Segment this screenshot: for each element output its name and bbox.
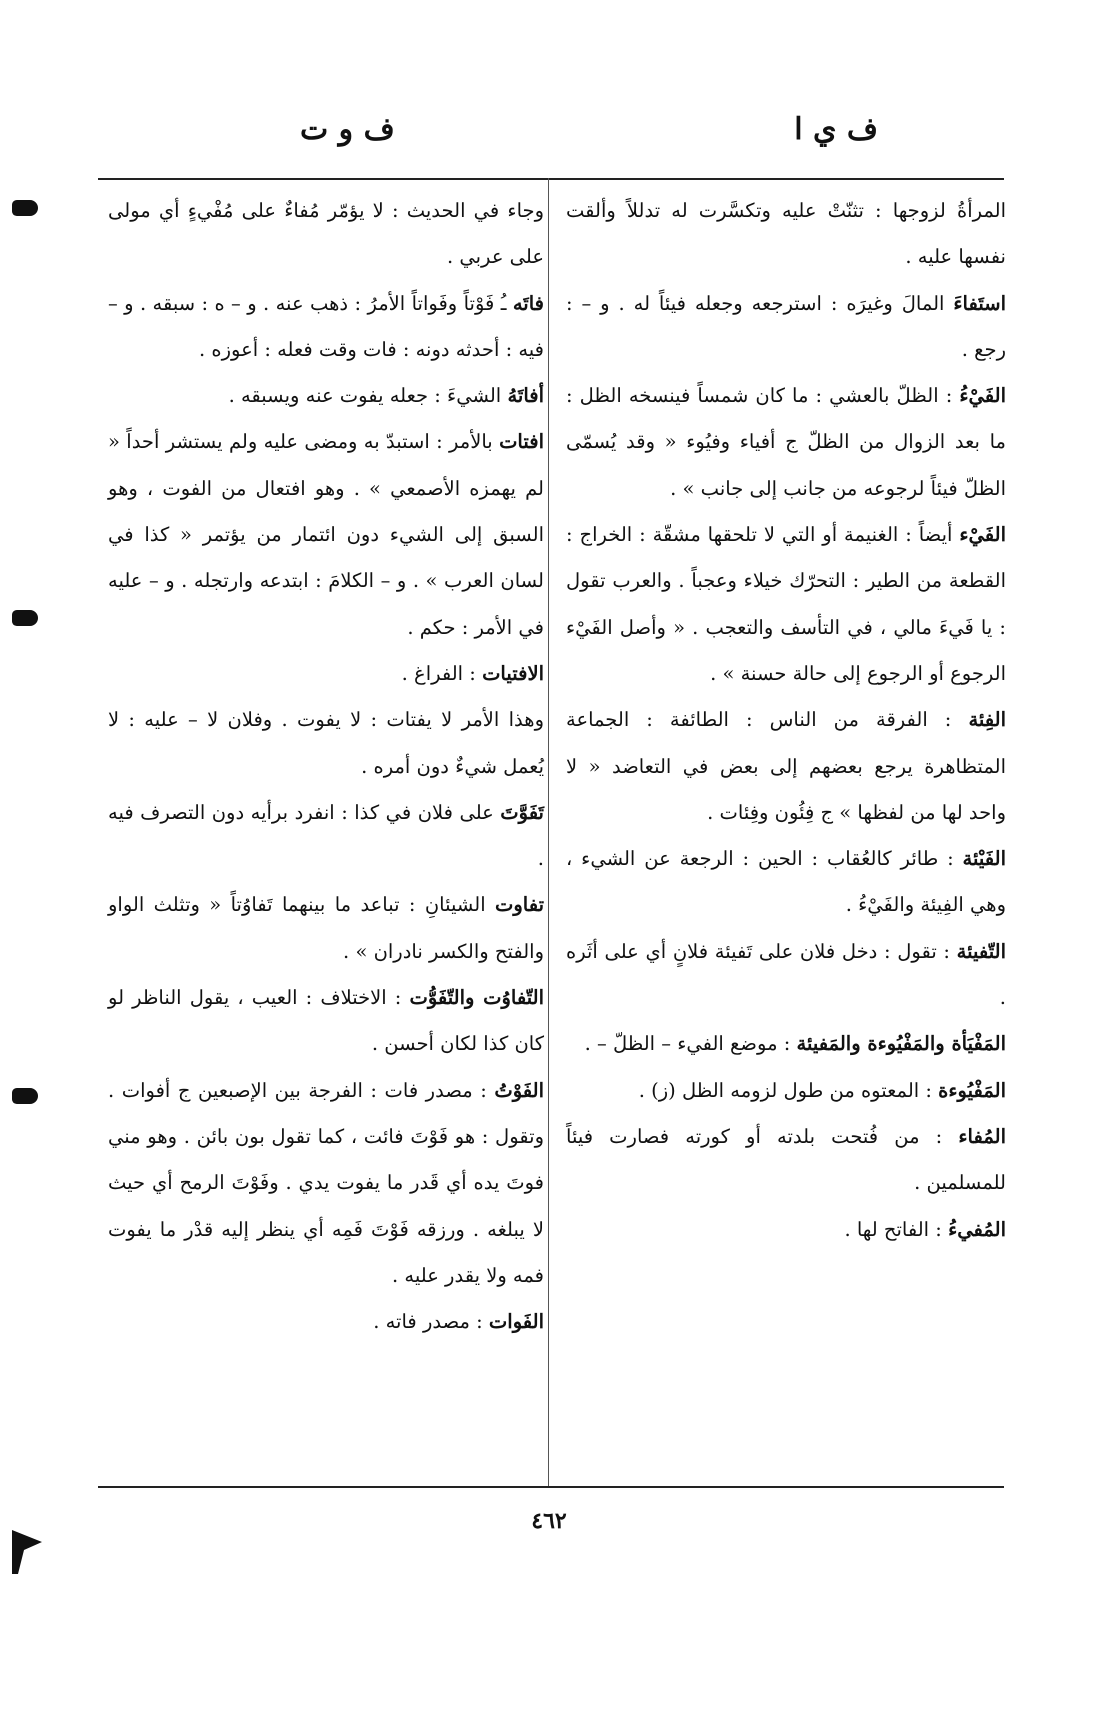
definition: : طائر كالعُقاب : الحين : الرجعة عن الشيء ، وهي الفِيئة والفَيْءُ . xyxy=(566,847,1006,917)
right-column xyxy=(566,188,1006,1253)
column-divider xyxy=(548,178,549,1486)
headword: الفَيْءُ xyxy=(959,384,1006,408)
definition: : تقول : دخل فلان على تَفيئة فلانٍ أي على أثَره . xyxy=(566,939,1006,1010)
entry xyxy=(566,697,1006,836)
definition: وهذا الأمر لا يفتات : لا يفوت . وفلان لا – عليه : لا يُعمل شيءٌ دون أمره . xyxy=(108,708,544,778)
entry xyxy=(566,373,1006,512)
entry xyxy=(108,373,544,419)
definition: : من فُتحت بلدته أو كورته فصارت فيئاً للمسلمين . xyxy=(566,1124,1006,1195)
entry xyxy=(566,929,1006,1022)
definition: : الفاتح لها . xyxy=(844,1217,949,1241)
entry xyxy=(108,281,544,374)
headword: التّفاوُت والتّفَوُّت xyxy=(409,986,544,1010)
margin-mark-icon xyxy=(12,1088,38,1104)
headword: الفَيْئة xyxy=(962,847,1006,871)
entry xyxy=(108,1299,544,1345)
entry xyxy=(566,1207,1006,1253)
definition: : المعتوه من طول لزومه الظل (ز) . xyxy=(638,1078,939,1102)
headword: الفَوْتُ xyxy=(494,1078,544,1102)
entry xyxy=(108,697,544,790)
entry xyxy=(108,790,544,883)
definition: : الفراغ . xyxy=(401,661,483,685)
headword: افتات xyxy=(499,430,544,454)
root-heading-left: ف و ت xyxy=(300,112,395,147)
definition: : الظلّ بالعشي : ما كان شمساً فينسخه الظل : ما بعد الزوال من الظلّ ج أفياء وفيُوء « وقد يُسمّى الظلّ فيئاً لرجوعه من جانب إلى جانب » . xyxy=(566,384,1006,500)
definition: : مصدر فاته . xyxy=(373,1310,489,1334)
headword: التّفيئة xyxy=(956,939,1006,963)
definition: وجاء في الحديث : لا يؤمّر مُفاءٌ على مُفْيءٍ أي مولى على عربي . xyxy=(108,199,544,269)
corner-mark-icon xyxy=(10,1528,44,1576)
entry xyxy=(566,836,1006,929)
headword: أفاتَهُ xyxy=(507,384,544,408)
entry xyxy=(108,1068,544,1299)
headword: تَفَوَّتَ xyxy=(500,800,544,824)
definition: : الفرقة من الناس : الطائفة : الجماعة المتظاهرة يرجع بعضهم إلى بعض في التعاضد « لا واحد لها من لفظها » ج فِئُون وفِئات . xyxy=(566,708,1006,824)
headword: استَفاءَ xyxy=(953,291,1006,315)
margin-mark-icon xyxy=(12,610,38,626)
entry xyxy=(108,975,544,1068)
headword: المُفيءُ xyxy=(948,1217,1006,1241)
definition: الشيءَ : جعله يفوت عنه ويسبقه . xyxy=(228,384,508,408)
headword: الفَيْء xyxy=(959,523,1006,547)
entry xyxy=(566,1114,1006,1207)
entry xyxy=(566,512,1006,697)
definition: : الاختلاف : العيب ، يقول الناظر لو كان كذا لكان أحسن . xyxy=(108,986,544,1056)
top-rule xyxy=(98,178,1004,180)
entry xyxy=(566,1068,1006,1114)
page-header xyxy=(90,112,1008,152)
definition: أيضاً : الغنيمة أو التي لا تلحقها مشقّة : الخراج : القطعة من الطير : التحرّك خيلاء وعجباً . والعرب تقول : يا فَيءَ مالي ، في التأسف والتعجب . « وأصل الفَيْء الرجوع أو الرجوع إلى حالة حسنة » . xyxy=(566,523,1006,685)
root-heading-right: ف ي ا xyxy=(794,112,878,147)
definition: بالأمر : استبدّ به ومضى عليه ولم يستشر أحداً « لم يهمزه الأصمعي » . وهو افتعال من الفوت ، وهو السبق إلى الشيء دون ائتمار من يؤتمر « كذا في لسان العرب » . و – الكلامَ : ابتدعه وارتجله . و – عليه في الأمر : حكم . xyxy=(108,430,544,639)
definition: على فلان في كذا : انفرد برأيه دون التصرف فيه . xyxy=(108,800,544,871)
entry xyxy=(108,882,544,975)
headword: الافتيات xyxy=(482,661,544,685)
definition: المرأةُ لزوجها : تثنّتْ عليه وتكسَّرت له تدللاً وألقت نفسها عليه . xyxy=(566,199,1006,269)
definition: ـُ فَوْتاً وفَواتاً الأمرُ : ذهب عنه . و – ه : سبقه . و – فيه : أحدثه دونه : فات وقت فعله : أعوزه . xyxy=(108,291,544,361)
entry xyxy=(108,651,544,697)
headword: تفاوت xyxy=(494,893,544,917)
entry xyxy=(566,281,1006,374)
headword: المَفْيَأة والمَفْيُوءة والمَفيئة xyxy=(796,1032,1006,1056)
page-number: ٤٦٢ xyxy=(531,1508,567,1534)
left-column xyxy=(108,188,544,1345)
definition: : موضع الفيء – الظلّ – . xyxy=(584,1032,797,1056)
bottom-rule xyxy=(98,1486,1004,1488)
definition: المالَ وغيرَه : استرجعه وجعله فيئاً له . و – : رجع . xyxy=(566,291,1006,361)
entry xyxy=(108,188,544,281)
headword: المَفْيُوءة xyxy=(938,1078,1006,1102)
entry xyxy=(108,419,544,650)
margin-mark-icon xyxy=(12,200,38,216)
headword: الفَوات xyxy=(488,1310,544,1334)
headword: المُفاء xyxy=(958,1124,1006,1148)
entry xyxy=(566,1021,1006,1067)
headword: الفِئة xyxy=(968,708,1006,732)
entry xyxy=(566,188,1006,281)
definition: الشيئانِ : تباعد ما بينهما تَفاوُتاً « وتثلث الواو والفتح والكسر نادران » . xyxy=(108,893,544,963)
definition: : مصدر فات : الفرجة بين الإصبعين ج أفوات . وتقول : هو فَوْتَ فائت ، كما تقول بون بائن . وهو مني فوتَ يده أي قَدر ما يفوت يدي . وفَوْتَ الرمح أي حيث لا يبلغه . ورزقه فَوْتَ فَمِه أي ينظر إليه قدْر ما يفوت فمه ولا يقدر عليه . xyxy=(108,1078,544,1287)
headword: فاتَه xyxy=(512,291,544,315)
